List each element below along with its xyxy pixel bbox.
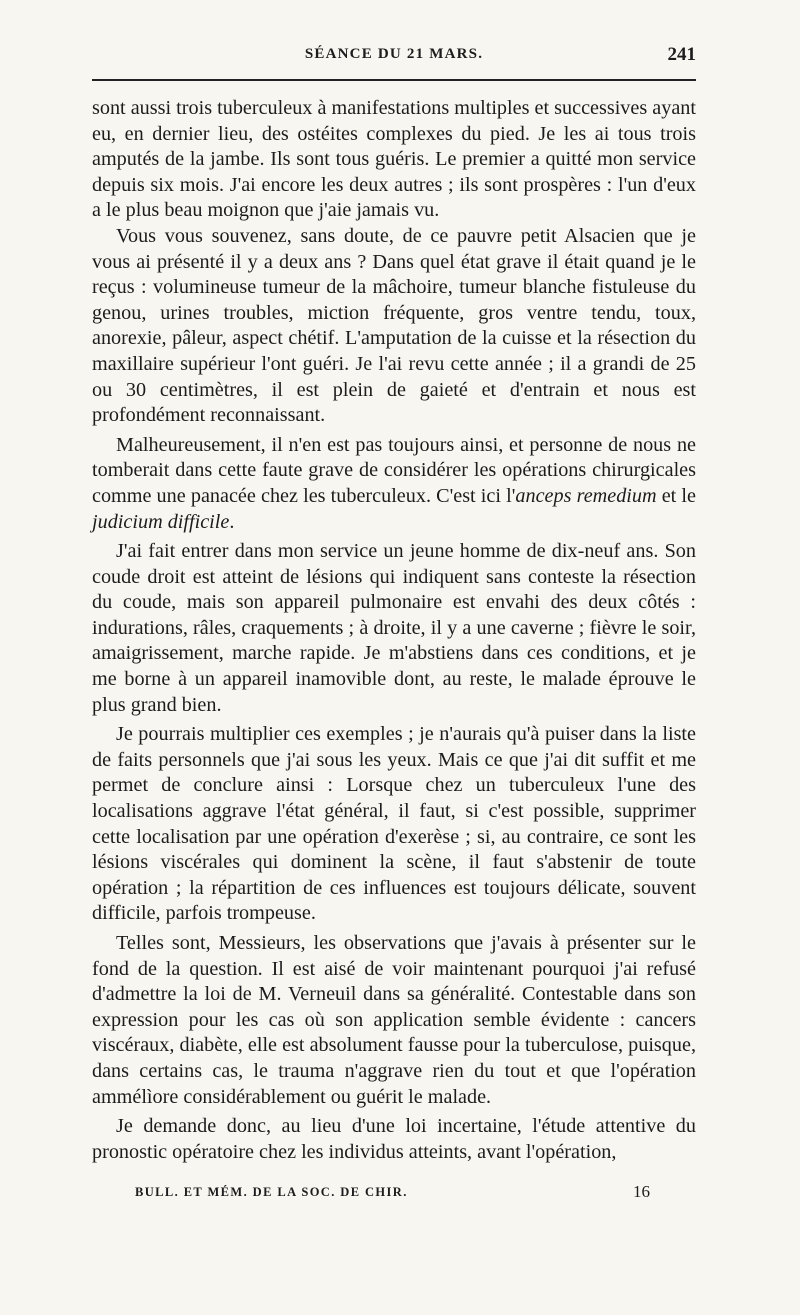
paragraph-3-end: .: [229, 510, 235, 533]
paragraph-6: Telles sont, Messieurs, les observations que j'avais à présenter sur le fond de la question. Il est aisé de voir maintenant pourquoi j'ai refusé d'admettre la loi de M. Verneuil dans sa généralité. Contestable dans son expression pour les cas où son application semble évidente : cancers viscéraux, diabète, elle est absolument fausse pour la tuberculose, puisque, dans certains cas, le trauma n'aggrave rien du tout et que l'opération ammélìore considérablement ou guérit le malade.: [92, 932, 696, 1108]
footer-signature: BULL. ET MÉM. DE LA SOC. DE CHIR.: [135, 1185, 408, 1199]
header-rule: [92, 79, 696, 81]
paragraph-5: Je pourrais multiplier ces exemples ; je n'aurais qu'à puiser dans la liste de faits personnels que j'ai sous les yeux. Mais ce que j'ai dit suffit et me permet de conclure ainsi : Lorsque chez un tuberculeux l'une des localisations aggrave l'état général, il faut, si c'est possible, supprimer cette localisation par une opération d'exerèse ; si, au contraire, ce sont les lésions viscérales qui dominent la scène, il faut s'abstenir de toute opération ; la répartition de ces influences est toujours délicate, souvent difficile, parfois trompeuse.: [92, 723, 696, 925]
paragraph-3-start: Malheureusement, il n'en est pas toujours ainsi, et personne de nous ne tomberait dans cette faute grave de considérer les opérations chirurgicales comme une panacée chez les tuberculeux. C'est ici l': [92, 433, 696, 507]
paragraph-1: sont aussi trois tuberculeux à manifestations multiples et successives ayant eu, en dernier lieu, des ostéites complexes du pied. Je les ai tous trois amputés de la jambe. Ils sont tous guéris. Le premier a quitté mon service depuis six mois. J'ai encore les deux autres ; ils sont prospères : l'un d'eux a le plus beau moignon que j'aie jamais vu.: [92, 97, 696, 222]
page-number: 241: [667, 44, 696, 65]
italic-anceps-remedium: anceps remedium: [515, 484, 657, 507]
body-text: [92, 96, 696, 1165]
paragraph-4: J'ai fait entrer dans mon service un jeune homme de dix-neuf ans. Son coude droit est atteint de lésions qui indiquent sans conteste la résection du coude, mais son appareil pulmonaire est envahi des deux côtés : indurations, râles, craquements ; à droite, il y a une caverne ; fièvre le soir, amaigrissement, marche rapide. Je m'abstiens dans ces conditions, et je me borne à un appareil inamovible dont, au reste, le malade éprouve le plus grand bien.: [92, 540, 696, 716]
running-title: SÉANCE DU 21 MARS.: [304, 46, 484, 62]
paragraph-3-mid: et le: [656, 484, 697, 507]
paragraph-7: Je demande donc, au lieu d'une loi incertaine, l'étude attentive du pronostic opératoire chez les individus atteints, avant l'opération,: [92, 1115, 696, 1163]
sheet-number: 16: [633, 1182, 650, 1201]
running-head: [92, 46, 696, 72]
footer: [135, 1182, 650, 1205]
paragraph-2: Vous vous souvenez, sans doute, de ce pauvre petit Alsacien que je vous ai présenté il y a deux ans ? Dans quel état grave il était quand je le reçus : volumineuse tumeur de la mâchoire, tumeur blanche fistuleuse du genou, urines troubles, miction fréquente, gros ventre tendu, toux, anorexie, pâleur, aspect chétif. L'amputation de la cuisse et la résection du maxillaire supérieur l'ont guéri. Je l'ai revu cette année ; il a grandi de 25 ou 30 centimètres, il est plein de gaieté et d'entrain et nous est profondément reconnaissant.: [92, 224, 696, 427]
paragraph-3: [92, 433, 696, 535]
italic-judicium-difficile: judicium difficile: [92, 510, 230, 533]
